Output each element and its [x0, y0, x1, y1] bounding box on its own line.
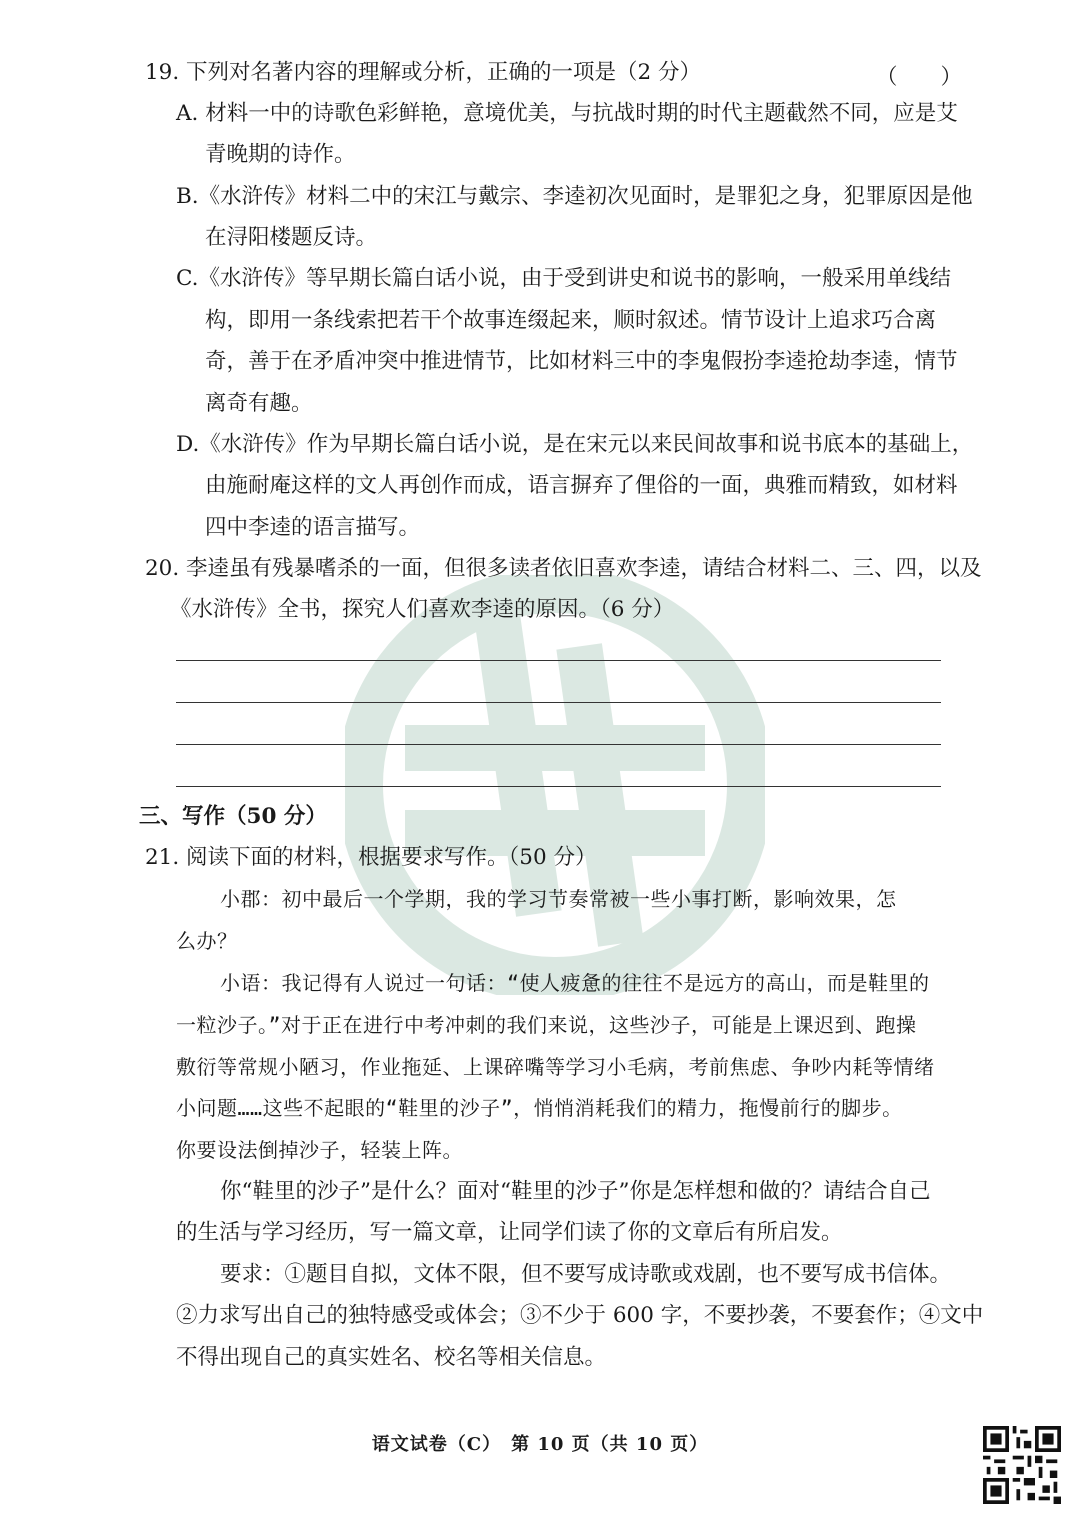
q19-option-d-line3: 四中李逵的语言描写。	[205, 515, 421, 540]
q19-option-c-line1: C.《水浒传》等早期长篇白话小说，由于受到讲史和说书的影响，一般采用单线结	[176, 266, 952, 291]
answer-line-4[interactable]	[176, 786, 941, 787]
q19-option-a-line1: A. 材料一中的诗歌色彩鲜艳，意境优美，与抗战时期的时代主题截然不同，应是艾	[176, 101, 958, 126]
section-3-heading: 三、写作（50 分）	[139, 804, 327, 829]
q21-material-line7: 你要设法倒掉沙子，轻装上阵。	[176, 1138, 463, 1162]
watermark-logo	[345, 575, 765, 995]
q21-requirement-line1: 要求：①题目自拟，文体不限，但不要写成诗歌或戏剧，也不要写成书信体。	[220, 1262, 952, 1287]
q19-stem: 19. 下列对名著内容的理解或分析，正确的一项是（2 分）	[145, 60, 702, 85]
q19-option-d-line1: D.《水浒传》作为早期长篇白话小说，是在宋元以来民间故事和说书底本的基础上，	[176, 432, 974, 457]
answer-line-2[interactable]	[176, 702, 941, 703]
q21-requirement-line3: 不得出现自己的真实姓名、校名等相关信息。	[176, 1345, 607, 1370]
q21-prompt-line2: 的生活与学习经历，写一篇文章，让同学们读了你的文章后有所启发。	[176, 1220, 843, 1245]
qr-code-icon	[983, 1426, 1061, 1504]
q21-material-line3: 小语：我记得有人说过一句话：“使人疲惫的往往不是远方的高山，而是鞋里的	[220, 971, 930, 995]
q21-stem: 21. 阅读下面的材料，根据要求写作。（50 分）	[145, 845, 597, 870]
q20-stem-line2: 《水浒传》全书，探究人们喜欢李逵的原因。（6 分）	[170, 597, 675, 622]
q19-option-d-line2: 由施耐庵这样的文人再创作而成，语言摒弃了俚俗的一面，典雅而精致，如材料	[205, 473, 958, 498]
q21-requirement-line2: ②力求写出自己的独特感受或体会；③不少于 600 字，不要抄袭，不要套作；④文中	[176, 1303, 984, 1328]
q19-option-c-line3: 奇，善于在矛盾冲突中推进情节，比如材料三中的李鬼假扮李逵抢劫李逵，情节	[205, 349, 958, 374]
q21-prompt-line1: 你“鞋里的沙子”是什么？面对“鞋里的沙子”你是怎样想和做的？请结合自己	[220, 1179, 931, 1204]
q19-option-c-line4: 离奇有趣。	[205, 391, 313, 416]
q21-material-line1: 小郡：初中最后一个学期，我的学习节奏常被一些小事打断，影响效果，怎	[220, 887, 897, 911]
q21-material-line5: 敷衍等常规小陋习，作业拖延、上课碎嘴等学习小毛病，考前焦虑、争吵内耗等情绪	[176, 1055, 935, 1079]
q19-option-b-line2: 在浔阳楼题反诗。	[205, 225, 378, 250]
q19-option-b-line1: B.《水浒传》材料二中的宋江与戴宗、李逵初次见面时，是罪犯之身，犯罪原因是他	[176, 184, 973, 209]
q19-answer-bracket[interactable]: （ ）	[876, 65, 963, 90]
page-footer: 语文试卷（C） 第 10 页（共 10 页）	[371, 1434, 709, 1455]
answer-line-1[interactable]	[176, 660, 941, 661]
q20-stem-line1: 20. 李逵虽有残暴嗜杀的一面，但很多读者依旧喜欢李逵，请结合材料二、三、四，以及	[145, 556, 982, 581]
q19-option-c-line2: 构，即用一条线索把若干个故事连缀起来，顺时叙述。情节设计上追求巧合离	[205, 308, 937, 333]
q19-option-a-line2: 青晚期的诗作。	[205, 142, 356, 167]
q21-material-line4: 一粒沙子。”对于正在进行中考冲刺的我们来说，这些沙子，可能是上课迟到、跑操	[176, 1013, 917, 1037]
q21-material-line6: 小问题……这些不起眼的“鞋里的沙子”，悄悄消耗我们的精力，拖慢前行的脚步。	[176, 1096, 903, 1120]
q21-material-line2: 么办？	[176, 929, 238, 953]
answer-line-3[interactable]	[176, 744, 941, 745]
